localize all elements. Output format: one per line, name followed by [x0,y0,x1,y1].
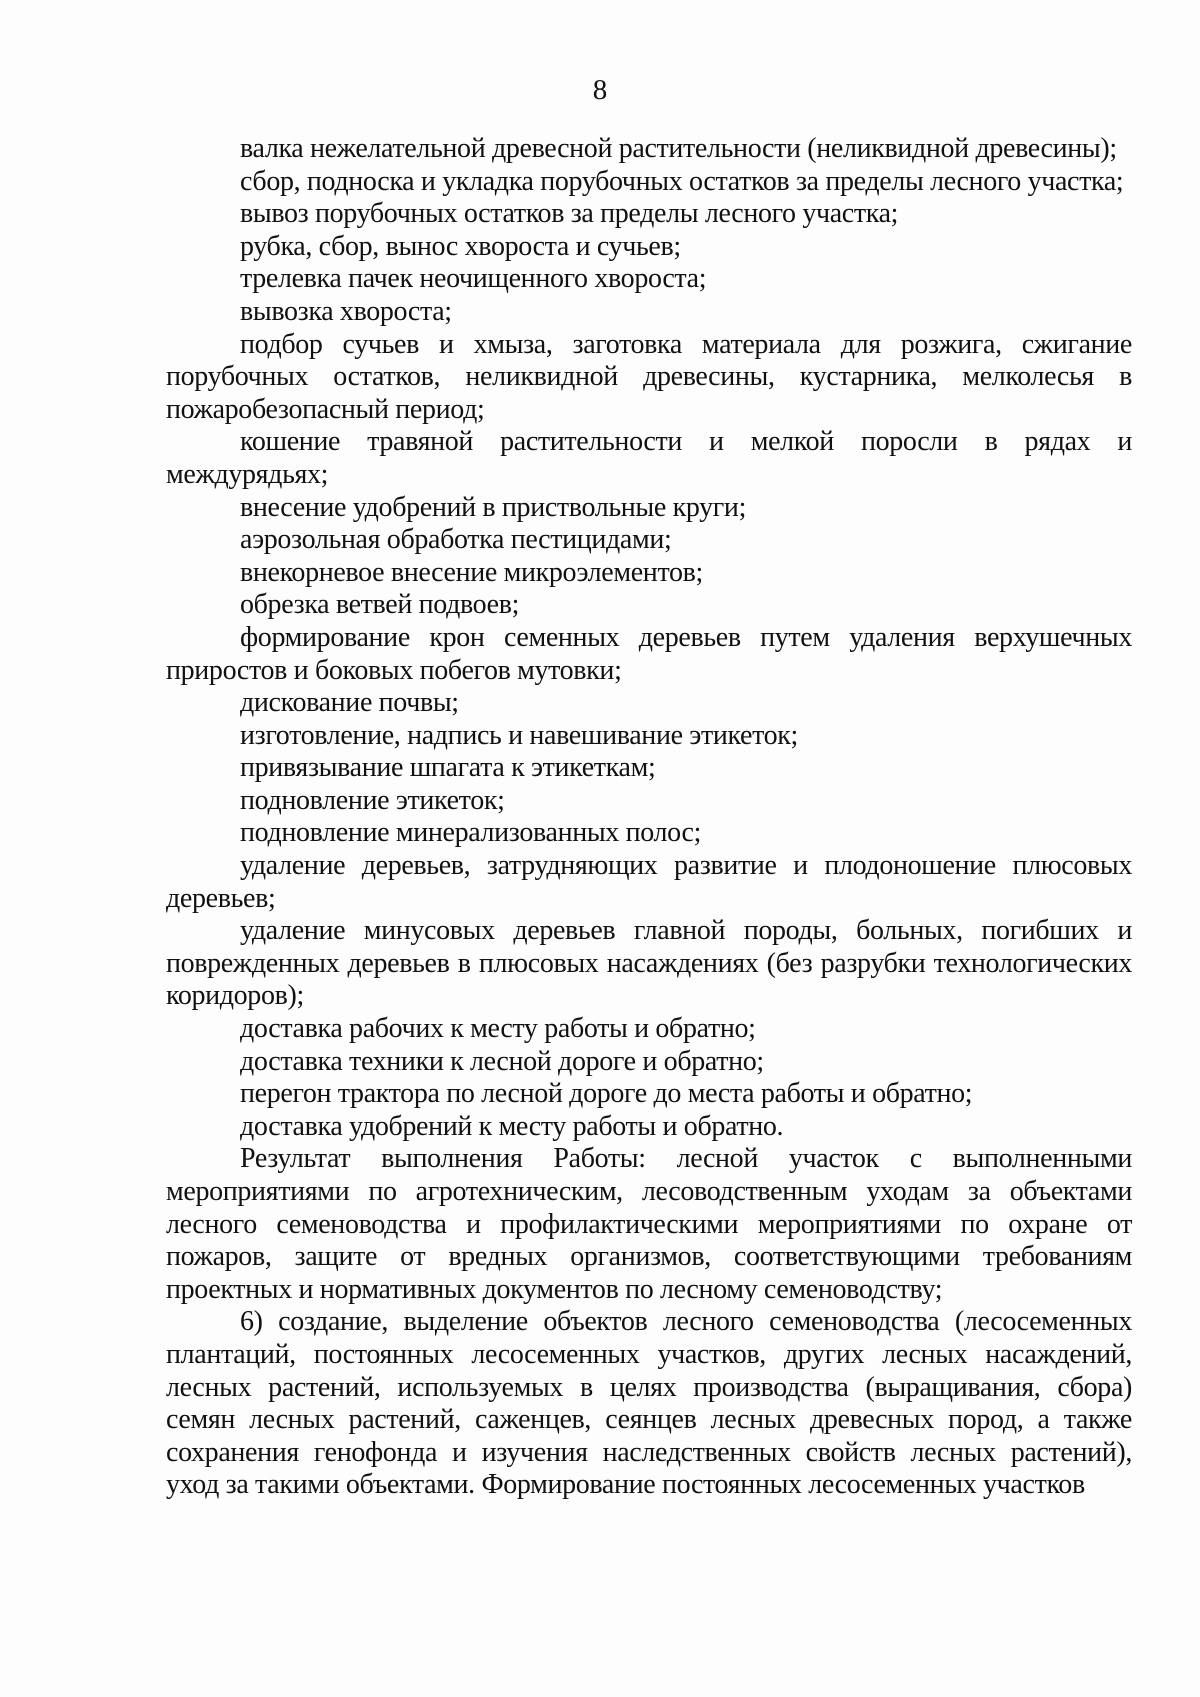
paragraph: вывозка хвороста; [240,295,452,327]
paragraph: обрезка ветвей подвоев; [240,589,520,621]
paragraph: удаление минусовых деревьев главной породы, больных, погибших и поврежденных деревьев в плюсовых насаждениях (без разрубки технологических коридоров); [166,915,1132,1012]
paragraph: сбор, подноска и укладка порубочных остатков за пределы лесного участка; [240,165,1124,197]
paragraph: внесение удобрений в приствольные круги; [240,491,746,523]
paragraph: доставка техники к лесной дороге и обратно; [240,1045,764,1077]
paragraph: внекорневое внесение микроэлементов; [240,556,703,588]
paragraph: подновление этикеток; [240,784,505,816]
paragraph: формирование крон семенных деревьев путем удаления верхушечных приростов и боковых побегов мутовки; [166,621,1132,686]
paragraph: привязывание шпагата к этикеткам; [240,752,656,784]
page-number: 8 [592,74,608,106]
paragraph: изготовление, надпись и навешивание этикеток; [240,719,798,751]
paragraph: дискование почвы; [240,687,459,719]
paragraph: трелевка пачек неочищенного хвороста; [240,263,707,295]
paragraph: перегон трактора по лесной дороге до места работы и обратно; [240,1078,973,1110]
paragraph: 6) создание, выделение объектов лесного семеноводства (лесосеменных плантаций, постоянных лесосеменных участков, других лесных насаждений, лесных растений, используемых в целях производства (выращивания, сбора) семян лесных растений, саженцев, сеянцев лесных древесных пород, а также сохранения генофонда и изучения наследственных свойств лесных растений), уход за такими объектами. Формирование постоянных лесосеменных участков [166,1306,1132,1501]
document-body [166,133,1132,1502]
paragraph: подбор сучьев и хмыза, заготовка материала для розжига, сжигание порубочных остатков, неликвидной древесины, кустарника, мелколесья в пожаробезопасный период; [166,328,1132,425]
paragraph: подновление минерализованных полос; [240,817,702,849]
paragraph: валка нежелательной древесной растительности (неликвидной древесины); [240,133,1117,164]
paragraph: удаление деревьев, затрудняющих развитие и плодоношение плюсовых деревьев; [166,850,1132,914]
paragraph: доставка рабочих к месту работы и обратно; [240,1013,756,1045]
paragraph: кошение травяной растительности и мелкой поросли в рядах и междурядьях; [166,426,1132,490]
paragraph: вывоз порубочных остатков за пределы лесного участка; [240,198,899,230]
paragraph: рубка, сбор, вынос хвороста и сучьев; [240,230,681,262]
paragraph: аэрозольная обработка пестицидами; [240,524,672,556]
paragraph: доставка удобрений к месту работы и обратно. [240,1110,784,1142]
paragraph: Результат выполнения Работы: лесной участок с выполненными мероприятиями по агротехническим, лесоводственным уходам за объектами лесного семеноводства и профилактическими мероприятиями по охране от пожаров, защите от вредных организмов, соответствующими требованиям проектных и нормативных документов по лесному семеноводству; [166,1143,1132,1305]
